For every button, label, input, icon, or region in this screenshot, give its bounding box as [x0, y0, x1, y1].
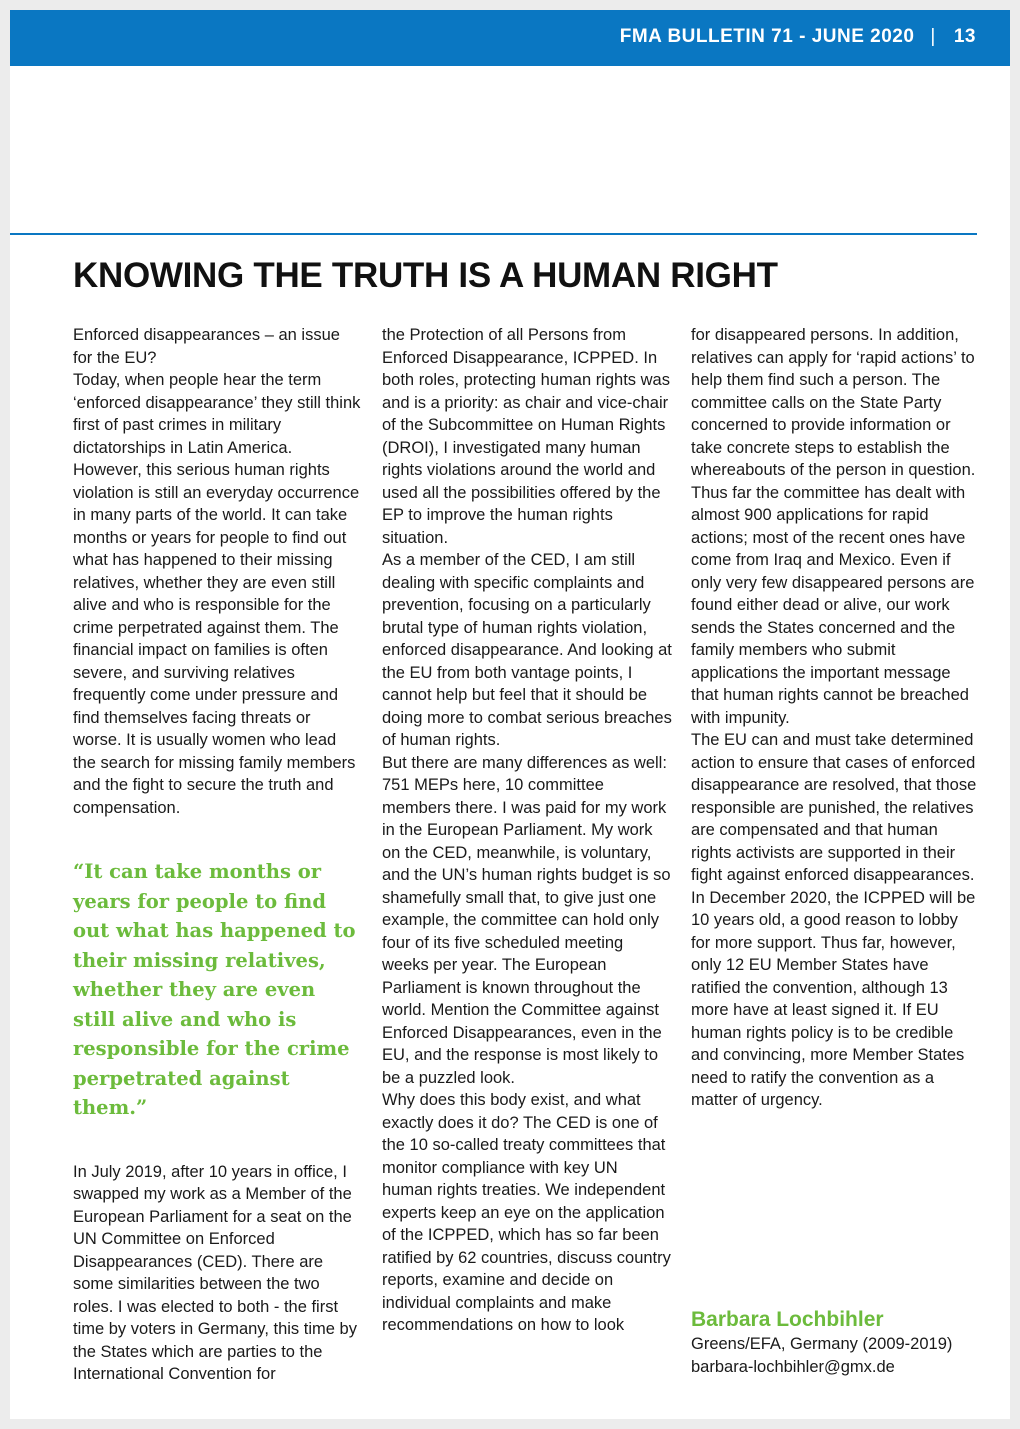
publication-title: FMA BULLETIN 71 - JUNE 2020 — [619, 26, 915, 47]
header-separator: | — [930, 26, 936, 47]
pull-quote: “It can take months or years for people to find out what has happened to their missing relatives, whether they are even still alive and who is responsible for the crime perpetrated against them.” — [73, 860, 356, 1119]
column-2 — [382, 324, 672, 1337]
author-email[interactable]: barbara-lochbihler@gmx.de — [691, 1357, 895, 1376]
article-subheading: Enforced disappearances – an issue for the EU? — [73, 326, 340, 367]
article-title: KNOWING THE TRUTH IS A HUMAN RIGHT — [73, 256, 778, 295]
paragraph: the Protection of all Persons from Enforced Disappearance, ICPPED. In both roles, protecting human rights was and is a priority: as chair and vice-chair of the Subcommittee on Human Rights (DROI), I investigated many human rights violations around the world and used all the possibilities offered by the EP to improve the human rights situation. — [382, 326, 670, 547]
paragraph: for disappeared persons. In addition, relatives can apply for ‘rapid actions’ to help them find such a person. The committee calls on the State Party concerned to provide information or take concrete steps to establish the whereabouts of the person in question. Thus far the committee has dealt with almost 900 applications for rapid actions; most of the recent ones have come from Iraq and Mexico. Even if only very few disappeared persons are found either dead or alive, our work sends the States concerned and the family members who submit applications the important message that human rights cannot be breached with impunity. — [691, 326, 976, 727]
header-text — [620, 26, 976, 48]
author-name: Barbara Lochbihler — [691, 1308, 884, 1331]
column-3 — [691, 324, 981, 1112]
paragraph: In July 2019, after 10 years in office, I swapped my work as a Member of the European Parliament for a seat on the UN Committee on Enforced Disappearances (CED). There are some similarities between the two roles. I was elected to both - the first time by voters in Germany, this time by the States which are parties to the International Convention for — [73, 1162, 357, 1383]
paragraph: Why does this body exist, and what exactly does it do? The CED is one of the 10 so-called treaty committees that monitor compliance with key UN human rights treaties. We independent experts keep an eye on the application of the ICPPED, which has so far been ratified by 62 countries, discuss country reports, examine and decide on individual complaints and make recommendations on how to look — [382, 1091, 671, 1334]
header-bar — [10, 10, 1010, 66]
column-1 — [73, 324, 363, 1386]
title-rule — [10, 233, 977, 235]
paragraph: The EU can and must take determined action to ensure that cases of enforced disappearance are resolved, that those responsible are punished, the relatives are compensated and that human rights activists are supported in their fight against enforced disappearances. In December 2020, the ICPPED will be 10 years old, a good reason to lobby for more support. Thus far, however, only 12 EU Member States have ratified the convention, although 13 more have at least signed it. If EU human rights policy is to be credible and convincing, more Member States need to ratify the convention as a matter of urgency. — [691, 731, 977, 1109]
page-number: 13 — [953, 26, 976, 47]
author-affiliation: Greens/EFA, Germany (2009-2019) — [691, 1335, 953, 1353]
bulletin-page — [10, 10, 1010, 1419]
paragraph: As a member of the CED, I am still dealing with specific complaints and prevention, focusing on a particularly brutal type of human rights violation, enforced disappearance. And looking at the EU from both vantage points, I cannot help but feel that it should be doing more to combat serious breaches of human rights. — [382, 551, 672, 749]
author-block — [691, 1307, 991, 1378]
paragraph: Today, when people hear the term ‘enforced disappearance’ they still think first of past crimes in military dictatorships in Latin America. However, this serious human rights violation is still an everyday occurrence in many parts of the world. It can take months or years for people to find out what has happened to their missing relatives, whether they are even still alive and who is responsible for the crime perpetrated against them. The financial impact on families is often severe, and surviving relatives frequently come under pressure and find themselves facing threats or worse. It is usually women who lead the search for missing family members and the fight to secure the truth and compensation. — [73, 371, 361, 817]
paragraph: But there are many differences as well: 751 MEPs here, 10 committee members there. I was paid for my work in the European Parliament. My work on the CED, meanwhile, is voluntary, and the UN’s human rights budget is so shamefully small that, to give just one example, the committee can hold only four of its five scheduled meeting weeks per year. The European Parliament is known throughout the world. Mention the Committee against Enforced Disappearances, even in the EU, and the response is most likely to be a puzzled look. — [382, 753, 671, 1087]
